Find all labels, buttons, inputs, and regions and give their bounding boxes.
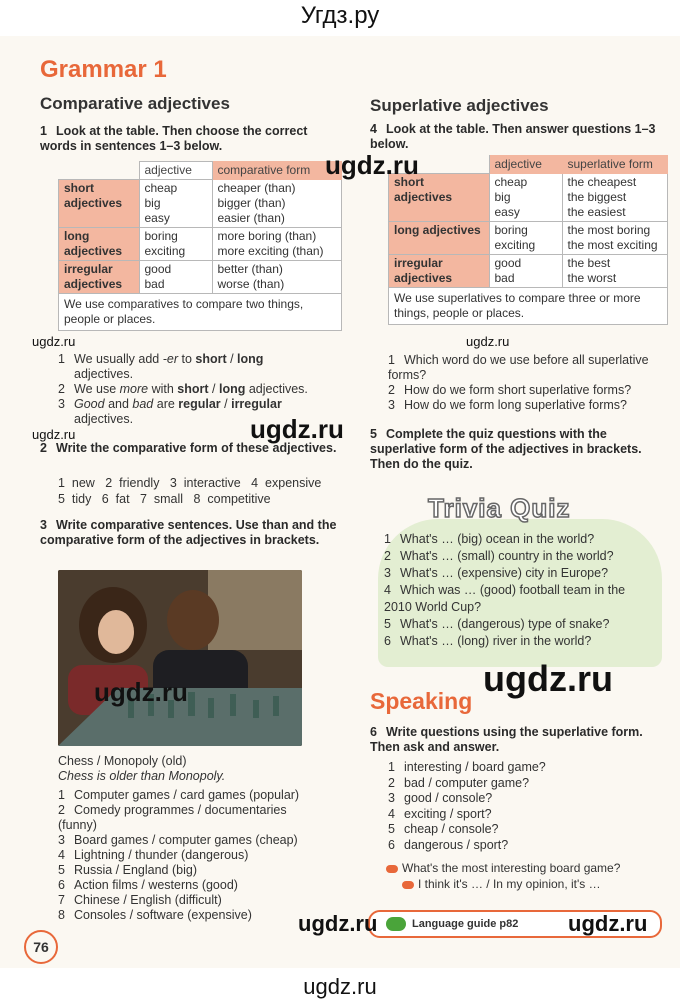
speaking-title: Speaking: [370, 688, 473, 714]
list-item: 5 What's … (dangerous) type of snake?: [384, 617, 610, 631]
speech-bubble-icon: [386, 865, 398, 873]
list-item: 6 What's … (long) river in the world?: [384, 634, 592, 648]
dialogue-answer: I think it's … / In my opinion, it's …: [402, 877, 601, 892]
watermark: ugdz.ru: [568, 911, 648, 936]
superlative-heading: Superlative adjectives: [370, 96, 549, 115]
task-5: 5 Complete the quiz questions with the superlative form of the adjectives in brackets. Then do the quiz.: [370, 427, 642, 471]
task2-line-2: 5 tidy 6 fat 7 small 8 competitive: [58, 492, 271, 506]
list-item: 2 Comedy programmes / documentaries (funny): [58, 803, 287, 832]
dialogue-question: What's the most interesting board game?: [386, 861, 620, 876]
watermark: ugdz.ru: [94, 677, 188, 707]
list-item: 1 We usually add -er to short / long: [58, 352, 264, 366]
speech-bubble-icon: [402, 881, 414, 889]
language-guide-banner[interactable]: Language guide p82: [368, 910, 662, 938]
superlative-table: adjective superlative form short adjectives cheap big easy the cheapest the biggest the easiest long adjectives boring exciting the most boring the most exciting irregular adjectives good bad the best the worst: [388, 155, 668, 288]
list-item: 2 What's … (small) country in the world?: [384, 549, 614, 563]
comparative-table-block: [58, 161, 342, 331]
task-1: 1 Look at the table. Then choose the correct words in sentences 1–3 below.: [40, 124, 308, 153]
list-item: 6 Action films / westerns (good): [58, 878, 238, 892]
task-3: 3 Write comparative sentences. Use than and the comparative form of the adjectives in brackets.: [40, 518, 337, 547]
task-2: 2 Write the comparative form of these adjectives.: [40, 441, 337, 455]
list-item: 3 What's … (expensive) city in Europe?: [384, 566, 609, 580]
list-item: 4 Lightning / thunder (dangerous): [58, 848, 249, 862]
list-item: 2 bad / computer game?: [388, 775, 530, 790]
list-item: 2 We use more with short / long adjectives.: [58, 382, 308, 396]
page-number: 76: [24, 930, 58, 964]
task2-line-1: 1 new 2 friendly 3 interactive 4 expensive: [58, 476, 322, 490]
grammar-title: Grammar 1: [40, 56, 167, 83]
list-item: 7 Chinese / English (difficult): [58, 893, 222, 907]
task1-questions: 1 We usually add -er to short / long adjectives. 2 We use more with short / long adjectives. 3 Good and bad are regular / irregular adjectives.: [58, 352, 348, 427]
comparative-table: adjective comparative form short adjectives cheap big easy cheaper (than) bigger (than) easier (than) long adjectives boring exciting more boring (than) more exciting (than) irregular adjectives good bad better (than) worse (than): [58, 161, 342, 294]
list-item: 6 dangerous / sport?: [388, 837, 509, 852]
list-item: 5 Russia / England (big): [58, 863, 197, 877]
task4-questions: [388, 353, 668, 413]
list-item: 1 interesting / board game?: [388, 760, 546, 774]
chess-photo: [58, 570, 302, 746]
list-item: 4 Which was … (good) football team in the 2010 World Cup?: [384, 583, 626, 614]
superlative-note: We use superlatives to compare three or more things, people or places.: [388, 288, 668, 325]
list-item: 2 How do we form short superlative forms?: [388, 383, 632, 397]
watermark: ugdz.ru: [466, 334, 510, 349]
watermark: ugdz.ru: [250, 414, 344, 444]
example-question: Chess / Monopoly (old): [58, 754, 187, 768]
superlative-table-block: [388, 155, 668, 325]
list-item: 1 What's … (big) ocean in the world?: [384, 532, 595, 546]
watermark: ugdz.ru: [32, 334, 76, 349]
comparative-note: We use comparatives to compare two things, people or places.: [58, 294, 342, 331]
speak-list: [388, 760, 668, 853]
list-item: 3 Board games / computer games (cheap): [58, 833, 298, 847]
site-header: Угдз.ру: [0, 0, 680, 36]
language-guide-icon: [386, 917, 406, 931]
chess-players-image: [58, 570, 302, 746]
quiz-title: Trivia Quiz: [428, 493, 571, 523]
list-item: 1 Which word do we use before all superlative forms?: [388, 353, 649, 382]
list-item: 3 How do we form long superlative forms?: [388, 398, 628, 412]
list-item: 1 Computer games / card games (popular): [58, 788, 300, 802]
watermark: ugdz.ru: [325, 150, 419, 180]
list-item: 3 Good and bad are regular / irregular: [58, 397, 282, 411]
task-6: 6 Write questions using the superlative form. Then ask and answer.: [370, 725, 643, 754]
comparative-heading: Comparative adjectives: [40, 94, 230, 113]
watermark: ugdz.ru: [298, 911, 378, 936]
task3-items: [58, 788, 348, 923]
list-item: 3 good / console?: [388, 791, 493, 805]
example-answer: Chess is older than Monopoly.: [58, 769, 226, 783]
watermark: ugdz.ru: [483, 658, 613, 699]
list-item: 5 cheap / console?: [388, 822, 499, 836]
site-footer: ugdz.ru: [0, 968, 680, 1005]
quiz-list: [384, 531, 659, 650]
watermark: ugdz.ru: [32, 427, 76, 442]
list-item: 4 exciting / sport?: [388, 806, 492, 821]
list-item: 8 Consoles / software (expensive): [58, 908, 252, 922]
task-4: 4 Look at the table. Then answer questions 1–3 below.: [370, 122, 656, 151]
